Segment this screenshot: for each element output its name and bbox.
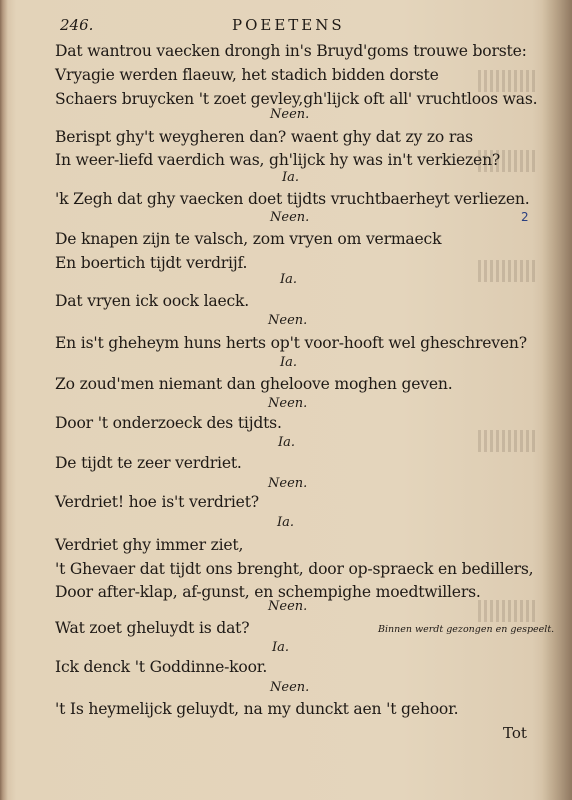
- speaker-label: Neen.: [268, 313, 308, 328]
- speaker-label: Neen.: [270, 210, 310, 225]
- verse-line: De knapen zijn te valsch, zom vryen om vermaeck: [55, 230, 442, 248]
- verse-line: Dat wantrou vaecken drongh in's Bruyd'goms trouwe borste:: [55, 42, 527, 60]
- speaker-label: Neen.: [268, 476, 308, 491]
- verse-line: Verdriet! hoe is't verdriet?: [55, 493, 259, 511]
- speaker-label: Ia.: [282, 170, 300, 185]
- verse-line: De tijdt te zeer verdriet.: [55, 454, 242, 472]
- running-head: POEETENS: [232, 16, 345, 34]
- catchword: Tot: [503, 724, 527, 742]
- verse-line: En is't gheheym huns herts op't voor-hooft wel gheschreven?: [55, 334, 527, 352]
- verse-line: 't Ghevaer dat tijdt ons brenght, door op-spraeck en bedillers,: [55, 560, 534, 578]
- verse-line: Wat zoet gheluydt is dat?: [55, 619, 250, 637]
- speaker-label: Ia.: [272, 640, 290, 655]
- verse-line: Door 't onderzoeck des tijdts.: [55, 414, 282, 432]
- speaker-label: Neen.: [270, 107, 310, 122]
- verse-line: Vryagie werden flaeuw, het stadich bidden dorste: [55, 66, 439, 84]
- verse-line: Dat vryen ick oock laeck.: [55, 292, 250, 310]
- verse-line: Schaers bruycken 't zoet gevley,gh'lijck oft all' vruchtloos was.: [55, 90, 538, 108]
- verse-line: Zo zoud'men niemant dan gheloove moghen geven.: [55, 375, 453, 393]
- verse-line: En boertich tijdt verdrijf.: [55, 254, 248, 272]
- verse-line: In weer-liefd vaerdich was, gh'lijck hy was in't verkiezen?: [55, 151, 501, 169]
- speaker-label: Ia.: [280, 355, 298, 370]
- verse-line: Berispt ghy't weygheren dan? waent ghy dat zy zo ras: [55, 128, 473, 146]
- verse-line: Verdriet ghy immer ziet,: [55, 536, 244, 554]
- verse-line: 't Is heymelijck geluydt, na my dunckt aen 't gehoor.: [55, 700, 459, 718]
- verse-line: 'k Zegh dat ghy vaecken doet tijdts vruchtbaerheyt verliezen.: [55, 190, 530, 208]
- verse-line: Door after-klap, af-gunst, en schempighe moedtwillers.: [55, 583, 481, 601]
- speaker-label: Neen.: [268, 599, 308, 614]
- speaker-label: Ia.: [280, 272, 298, 287]
- speaker-label: Neen.: [268, 396, 308, 411]
- speaker-label: Ia.: [278, 435, 296, 450]
- speaker-label: Neen.: [270, 680, 310, 695]
- page-number: 246.: [60, 16, 94, 34]
- speaker-label: Ia.: [277, 515, 295, 530]
- stage-direction: Binnen werdt gezongen en gespeelt.: [378, 624, 555, 635]
- handwritten-annotation: 2: [521, 210, 529, 224]
- verse-line: Ick denck 't Goddinne-koor.: [55, 658, 268, 676]
